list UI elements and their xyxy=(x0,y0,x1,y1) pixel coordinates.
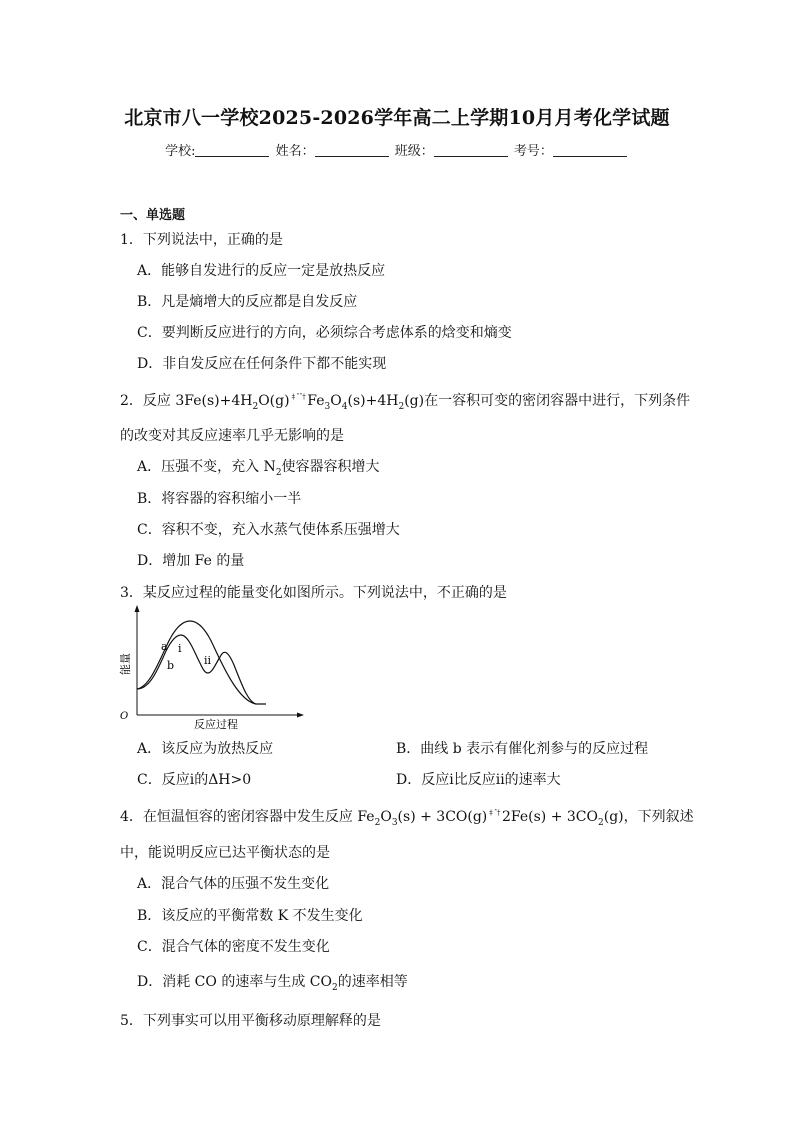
q3-option-d: D．反应ⅰ比反应ⅱ的速率大 xyxy=(396,772,561,788)
q2-option-d: D．增加 Fe 的量 xyxy=(137,553,245,569)
name-label: 姓名： xyxy=(275,144,315,159)
class-label: 班级： xyxy=(394,144,434,159)
q3-option-b: B．曲线 b 表示有催化剂参与的反应过程 xyxy=(396,741,649,757)
equilibrium-arrow: ‡ ˆ† xyxy=(489,809,501,817)
curve-a xyxy=(137,621,266,704)
page-title: 北京市八一学校2025-2026学年高二上学期10月月考化学试题 xyxy=(124,107,670,129)
q3-option-a: A．该反应为放热反应 xyxy=(137,741,274,757)
section-title: 一、单选题 xyxy=(120,208,186,223)
exam-no-label: 考号： xyxy=(513,144,553,159)
reaction-i-label: i xyxy=(178,642,182,655)
q2-option-a: A．压强不变，充入 $N_2$使容器容积增大 xyxy=(137,459,380,478)
reaction-ii-label: ii xyxy=(204,654,212,667)
q2-stem-line2: 的改变对其反应速率几乎无影响的是 xyxy=(120,428,344,444)
x-axis-label: 反应过程 xyxy=(194,718,238,731)
q1-option-b: B．凡是熵增大的反应都是自发反应 xyxy=(137,294,358,310)
q3-option-c: C．反应ⅰ的ΔH>0 xyxy=(137,772,252,788)
q2-option-b: B．将容器的容积缩小一半 xyxy=(137,491,302,507)
curve-b-label: b xyxy=(167,659,175,672)
q1-stem: 1．下列说法中，正确的是 xyxy=(120,232,283,248)
q1-option-d: D．非自发反应在任何条件下都不能实现 xyxy=(137,356,387,372)
q2-option-c: C．容积不变，充入水蒸气使体系压强增大 xyxy=(137,522,400,538)
exam-no-blank[interactable] xyxy=(553,144,627,157)
y-axis-arrow xyxy=(135,605,140,612)
q3-stem: 3．某反应过程的能量变化如图所示。下列说法中，不正确的是 xyxy=(120,585,507,601)
q4-option-b: B．该反应的平衡常数 K 不发生变化 xyxy=(137,908,363,924)
q4-option-c: C．混合气体的密度不发生变化 xyxy=(137,939,330,955)
y-axis-label: 能量 xyxy=(119,653,132,675)
q4-option-d: D．消耗 CO 的速率与生成 $CO_2$的速率相等 xyxy=(137,974,408,993)
class-blank[interactable] xyxy=(434,144,508,157)
school-blank[interactable] xyxy=(195,144,269,157)
q2-stem: 2．反应 $3Fe(s)+4H_2O(g)$ $^{\ddagger ˆˆ\dagger}$ $Fe_3O_4(s)+4H_2(g)$在一容积可变的密闭容器中进行，下列条件 xyxy=(120,393,691,412)
origin-label: O xyxy=(120,711,129,722)
heat-annotation: ‡ ˆˆ† xyxy=(291,393,306,401)
q4-stem: 4．在恒温恒容的密闭容器中发生反应 $Fe_2O_3(s) + 3CO(g)$ $^{\ddagger ˆ\dagger}$ $2Fe(s) + 3CO_2(g)$，下列叙述 xyxy=(120,809,694,828)
q4-stem-line2: 中，能说明反应已达平衡状态的是 xyxy=(120,845,330,861)
q4-option-a: A．混合气体的压强不发生变化 xyxy=(137,876,330,892)
school-label: 学校: xyxy=(165,144,196,159)
q5-stem: 5．下列事实可以用平衡移动原理解释的是 xyxy=(120,1013,381,1029)
energy-diagram xyxy=(116,603,306,731)
student-info-line xyxy=(0,140,794,159)
x-axis-arrow xyxy=(297,713,304,718)
q1-option-a: A．能够自发进行的反应一定是放热反应 xyxy=(137,263,386,279)
q1-option-c: C．要判断反应进行的方向，必须综合考虑体系的焓变和熵变 xyxy=(137,325,512,341)
curve-a-label: a xyxy=(161,640,168,653)
name-blank[interactable] xyxy=(315,144,389,157)
